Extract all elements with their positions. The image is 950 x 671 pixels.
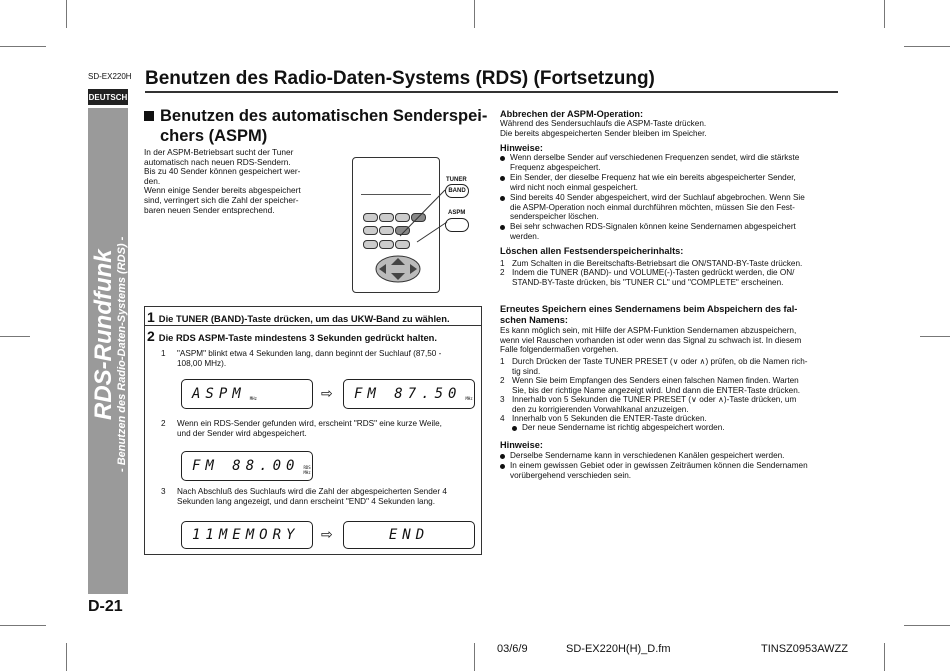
remote-button [363,240,378,249]
steps-box [144,306,482,555]
crop-mark [884,0,885,28]
text-line: vorübergehend verschieden sein. [510,470,632,480]
text-line: Innerhalb von 5 Sekunden die TUNER PRESET (∨ oder ∧)-Taste drücken, um [512,395,797,404]
rds-indicator: RDS [303,465,311,470]
clear-step [500,268,840,287]
step-2-text: Die RDS ASPM-Taste mindestens 3 Sekunden gedrückt halten. [158,332,437,343]
substep-3-text [177,487,477,506]
tuner-label: TUNER [446,177,467,183]
section-heading-line2: chers (ASPM) [160,127,268,145]
lcd-unit: MHz [303,470,311,475]
footer-code: TINSZ0953AWZZ [761,643,848,655]
intro-line: baren neuen Sender entsprechend. [144,204,275,215]
text-line: wird nicht noch einmal gespeichert. [510,182,638,192]
intro-line: automatisch nach neuen RDS-Sendern. [144,156,291,167]
crop-mark [474,643,475,671]
language-tab: DEUTSCH [88,89,128,105]
text-line: Ein Sender, der dieselbe Frequenz hat wie ein bereits abgespeicherter Sender, [510,173,796,182]
text-line: wenn viel Rauschen vorhanden ist oder wenn das Signal zu schwach ist. In diesem [500,335,802,345]
crop-mark [884,643,885,671]
cancel-heading: Abbrechen der ASPM-Operation: [500,109,644,119]
remote-button [379,226,394,235]
notes-heading: Hinweise: [500,143,543,153]
crop-mark [0,625,46,626]
step-number: 1 [500,357,505,366]
page-number: D-21 [88,598,123,615]
dpad-icon [375,254,421,284]
note-item [500,451,840,461]
note-item [500,222,840,241]
text-line: Frequenz abgespeichert. [510,162,601,172]
text-line: Wenn Sie beim Empfangen des Senders einen falschen Namen finden. Warten [512,376,799,385]
clear-heading: Löschen allen Festsenderspeicherinhalts: [500,246,684,256]
lcd-unit: MHz [249,395,257,401]
step-1-text: Die TUNER (BAND)-Taste drücken, um das UKW-Band zu wählen. [158,313,450,324]
crop-mark [904,46,950,47]
step-number: 3 [500,395,505,404]
footer-filename: SD-EX220H(H)_D.fm [566,643,671,655]
substep-line: Wenn ein RDS-Sender gefunden wird, erscheint "RDS" eine kurze Weile, [177,419,442,428]
crop-mark [0,46,46,47]
text-line: die ASPM-Operation noch einmal durchführen möchten, müssen Sie den Fest- [510,202,795,212]
arrow-right-icon: ⇨ [321,526,333,542]
text-line: Sie, bis der richtige Name angezeigt wird. Und dann die ENTER-Taste drücken. [512,385,801,395]
substep-number: 2 [161,419,166,428]
crop-mark [474,0,475,28]
text-line: Derselbe Sendername kann in verschiedenen Kanälen gespeichert werden. [510,451,785,460]
cancel-text [500,119,838,138]
substep-2-text [177,419,477,438]
text-line: STAND-BY-Taste drücken, bis "TUNER CL" und "COMPLETE" erscheinen. [512,277,784,287]
step-number: 1 [147,309,155,325]
crop-mark [904,625,950,626]
substep-line: und der Sender wird abgespeichert. [177,428,307,438]
intro-line: Bis zu 40 Sender können gespeichert wer- [144,166,301,177]
text-line: Innerhalb von 5 Sekunden die ENTER-Taste drücken. [512,414,707,423]
text-line: Indem die TUNER (BAND)- und VOLUME(-)-Tasten gedrückt werden, die ON/ [512,268,795,277]
sidebar-title: RDS-Rundfunk [90,249,117,420]
substep-1-text [177,349,477,368]
intro-line: sind, verringert sich die Zahl der speicher- [144,194,299,205]
lcd-fm-8750 [343,379,475,409]
aspm-button [445,218,469,232]
intro-line: Wenn einige Sender bereits abgespeichert [144,185,301,196]
lcd-rds [303,465,310,475]
remote-button [379,240,394,249]
text-line: Es kann möglich sein, mit Hilfe der ASPM-Funktion Sendernamen abzuspeichern, [500,326,797,335]
step-2-row [147,328,437,344]
crop-mark [66,0,67,28]
intro-text [144,148,344,215]
step-number: 2 [500,376,505,385]
text-line: Durch Drücken der Taste TUNER PRESET (∨ oder ∧) prüfen, ob die Namen rich- [512,357,808,366]
text-line: Zum Schalten in die Bereitschafts-Betriebsart die ON/STAND-BY-Taste drücken. [512,259,803,268]
lcd-text: FM 87.50 [354,386,462,402]
model-label: SD-EX220H [88,72,132,81]
lcd-unit: MHz [465,395,473,401]
step-number: 2 [500,268,505,277]
section-heading-line1: Benutzen des automatischen Senderspei- [160,107,488,125]
text-line: Sind bereits 40 Sender abgespeichert, wird der Suchlauf abgebrochen. Wenn Sie [510,193,805,202]
restore-heading [500,304,840,326]
footer-date: 03/6/9 [497,643,528,655]
notes-heading: Hinweise: [500,440,543,450]
lcd-text: 11MEMORY [192,527,300,543]
aspm-label: ASPM [448,210,466,216]
arrow-right-icon: ⇨ [321,385,333,401]
lcd-text: FM 88.00 [192,458,300,474]
remote-button [363,213,378,222]
lcd-memory [181,521,313,549]
remote-button [379,213,394,222]
text-line: Erneutes Speichern eines Sendernamens beim Abspeichern des fal- [500,304,798,314]
note-item [500,461,840,480]
step-number: 4 [500,414,505,423]
text-line: Die bereits abgespeicherten Sender bleiben im Speicher. [500,128,707,138]
text-line: Wenn derselbe Sender auf verschiedenen Frequenzen sendet, wird die stärkste [510,153,800,162]
text-line: tig sind. [512,366,541,376]
text-line: werden. [510,231,540,241]
sidebar-subtitle: - Benutzen des Radio-Daten-Systems (RDS) - [116,236,128,472]
step-1-row [145,307,481,326]
lcd-text: ASPM [192,386,246,402]
step-number: 2 [147,328,155,344]
substep-number: 1 [161,349,166,358]
page-title: Benutzen des Radio-Daten-Systems (RDS) (Fortsetzung) [145,68,655,89]
restore-text [500,326,838,355]
text-line: Falle folgendermaßen vorgehen. [500,345,619,355]
text-line: Bei sehr schwachen RDS-Signalen können keine Sendernamen abgespeichert [510,222,796,231]
crop-mark [920,336,950,337]
lcd-end [343,521,475,549]
intro-line: den. [144,175,161,186]
restore-step [500,357,840,376]
substep-number: 3 [161,487,166,496]
crop-mark [66,643,67,671]
restore-step [500,395,840,414]
band-button: BAND [445,184,469,198]
text-line: Während des Sendersuchlaufs die ASPM-Taste drücken. [500,119,707,128]
substep-line: Sekunden lang angezeigt, und dann erscheint "END" 4 Sekunden lang. [177,496,435,506]
remote-button [363,226,378,235]
lcd-fm-8800 [181,451,313,481]
section-heading [144,106,489,146]
substep-line: "ASPM" blinkt etwa 4 Sekunden lang, dann beginnt der Suchlauf (87,50 - [177,349,442,358]
square-bullet-icon [144,111,154,121]
note-item [500,153,840,172]
restore-result: Der neue Sendername ist richtig abgespeichert worden. [512,423,840,433]
note-item [500,173,840,192]
crop-mark [0,336,30,337]
restore-step [500,376,840,395]
text-line: senderspeicher löschen. [510,212,599,222]
step-number: 1 [500,259,505,268]
intro-line: In der ASPM-Betriebsart sucht der Tuner [144,147,294,157]
lcd-aspm [181,379,313,409]
text-line: schen Namens: [500,315,568,325]
title-rule [145,91,838,93]
substep-line: Nach Abschluß des Suchlaufs wird die Zahl der abgespeicherten Sender 4 [177,487,447,496]
text-line: den zu korrigierenden Vorwahlkanal anzuzeigen. [512,404,689,414]
lcd-text: END [388,527,430,543]
text-line: In einem gewissen Gebiet oder in gewissen Zeiträumen können die Sendernamen [510,461,808,470]
note-item [500,193,840,222]
substep-line: 108,00 MHz). [177,358,227,368]
